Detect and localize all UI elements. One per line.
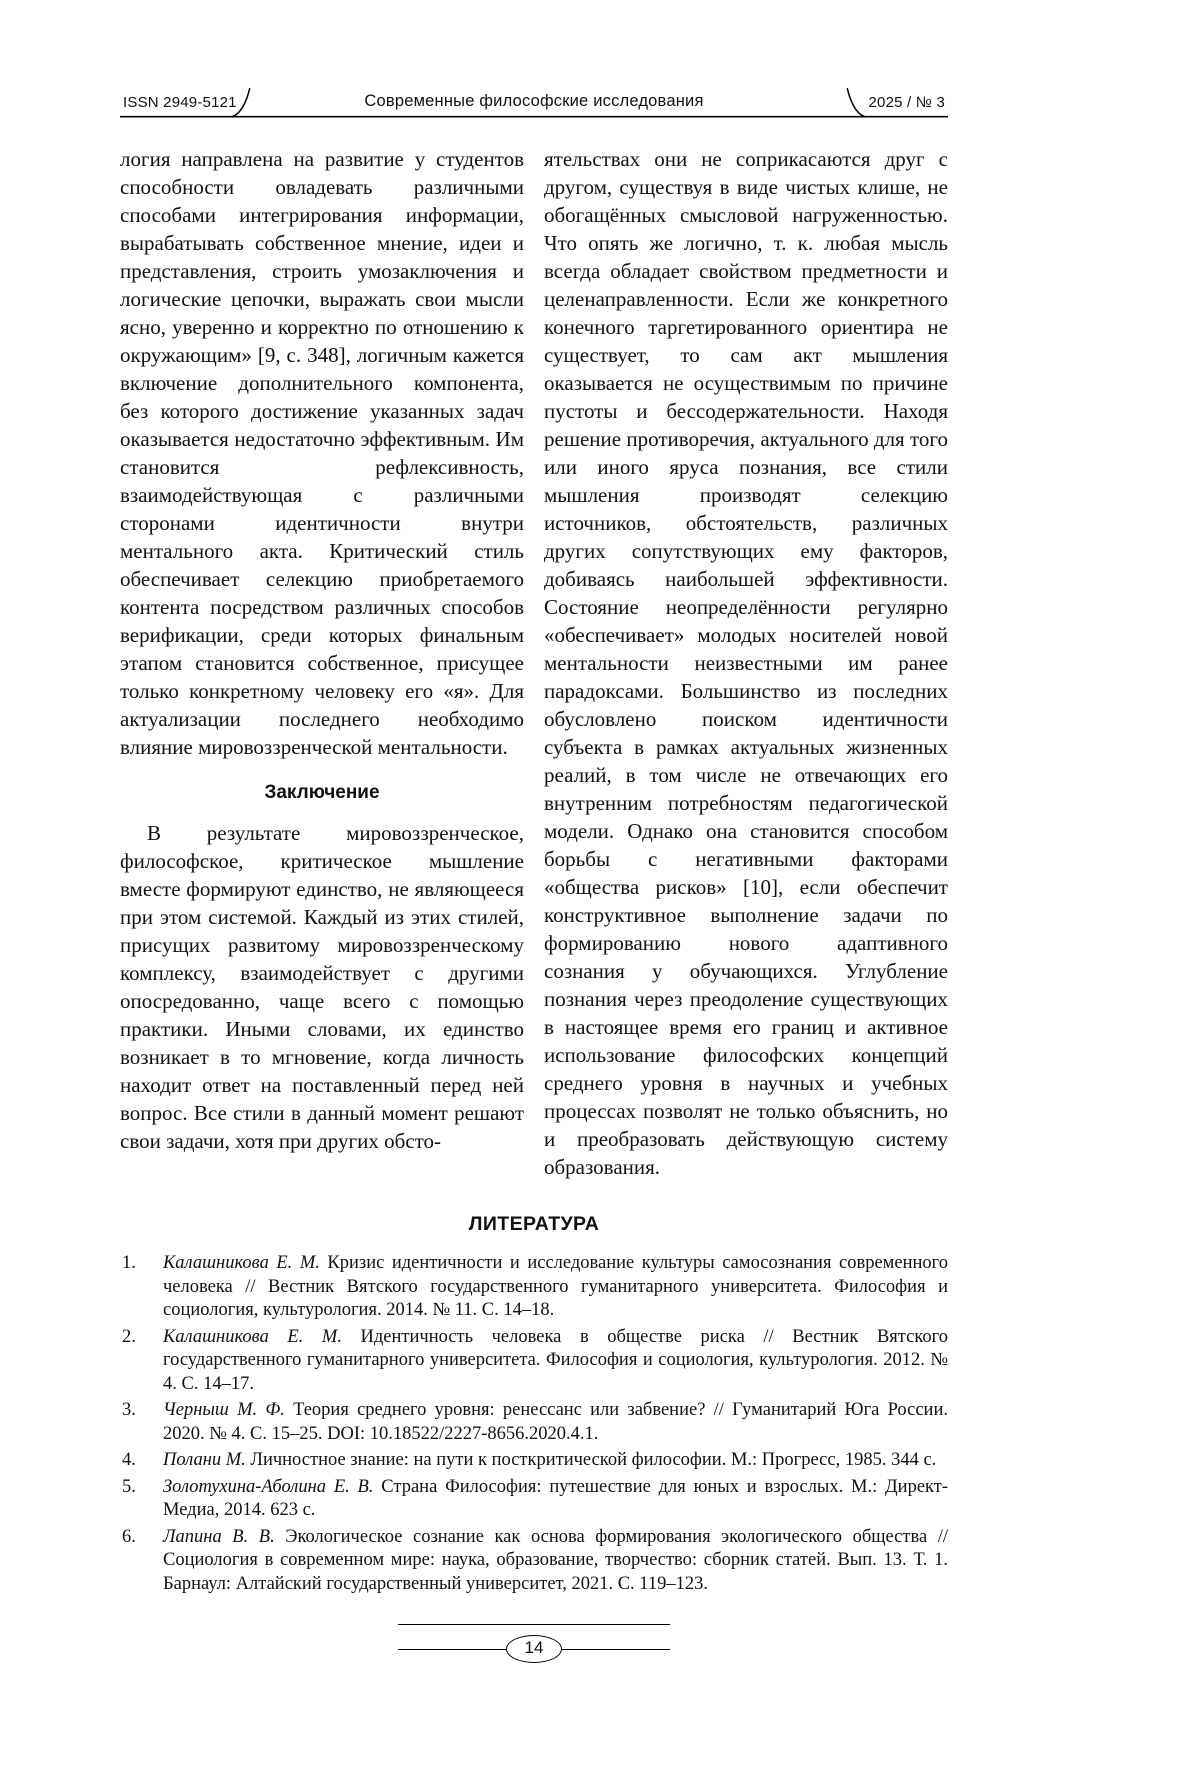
reference-text: Страна Философия: путешествие для юных и взрослых. М.: Директ-Медиа, 2014. 623 с. [163,1476,949,1520]
issue-label: 2025 / № 3 [868,94,945,111]
literature-item [120,1526,948,1597]
article-body [120,145,948,1181]
page-footer [120,1624,948,1663]
reference-author: Полани М. [163,1450,246,1470]
reference-number: 6. [122,1526,136,1547]
reference-author: Черныш М. Ф. [163,1400,285,1420]
reference-number: 3. [122,1400,136,1420]
article-paragraph-continued: логия направлена на развитие у студентов способности овладевать различными способами интегрирования информации, вырабатывать собственное мнение, идеи и представления, строить умозаключения и логические цепочки, выражать свои мысли ясно, уверенно и корректно по отношению к окружающим» [9, с. 348], логичным кажется включение дополнительного компонента, без которого достижение указанных задач оказывается недостаточно эффективным. Им становится рефлексивность, взаимодействующая с различными сторонами идентичности внутри ментального акта. Критический стиль обеспечивает селекцию приобретаемого контента посредством различных способов верификации, среди которых финальным этапом становится собственное, присущее только конкретному человеку его «я». Для актуализации последнего необходимо влияние мировоззренческой ментальности. [120,147,524,759]
reference-number: 4. [122,1450,136,1470]
reference-text: Экологическое сознание как основа формирования экологического общества // Социология в современном мире: наука, образование, творчество: сборник статей. Вып. 13. Т. 1. Барнаул: Алтайский государственный университет, 2021. С. 119–123. [163,1526,949,1594]
literature-item [120,1476,948,1523]
article-paragraph-continuation: ятельствах они не соприкасаются друг с другом, существуя в виде чистых клише, не обогащённых смысловой нагруженностью. Что опять же логично, т. к. любая мысль всегда обладает свойством предметности и целенаправленности. Если же конкретного конечного таргетированного ориентира не существует, то сам акт мышления оказывается не осуществимым по причине пустоты и бессодержательности. Находя решение противоречия, актуального для того или иного яруса познания, все стили мышления производят селекцию источников, обстоятельств, различных других сопутствующих ему факторов, добиваясь наибольшей эффективности. Состояние неопределённости регулярно «обеспечивает» молодых носителей новой ментальности неизвестными им ранее парадоксами. Большинство из последних обусловлено поиском идентичности субъекта в рамках актуальных жизненных реалий, в том числе не отвечающих его внутренним потребностям педагогической модели. Однако она становится способом борьбы с негативными факторами «общества рисков» [10], если обеспечит конструктивное выполнение задачи по формированию нового адаптивного сознания у обучающихся. Углубление познания через преодоление существующих в настоящее время его границ и активное использование философских концепций среднего уровня в научных и учебных процессах позволят не только объяснить, но и преобразовать действующую систему образования. [544,147,948,1179]
reference-author: Золотухина-Аболина Е. В. [163,1476,374,1497]
reference-text: Теория среднего уровня: ренессанс или забвение? // Гуманитарий Юга России. 2020. № 4. С. 15–25. DOI: 10.18522/2227-8656.2020.4.1. [163,1400,948,1444]
reference-number: 2. [122,1326,136,1347]
page-header [120,88,948,118]
literature-item [120,1399,948,1446]
reference-author: Калашникова Е. М. [163,1253,320,1273]
conclusion-paragraph: В результате мировоззренческое, философское, критическое мышление вместе формируют единство, не являющееся при этом системой. Каждый из этих стилей, присущих развитому мировоззренческому комплексу, взаимодействует с другими опосредованно, чаще всего с помощью практики. Иными словами, их единство возникает в то мгновение, когда личность находит ответ на поставленный перед ней вопрос. Все стили в данный момент решают свои задачи, хотя при других обсто- [120,821,524,1153]
left-column [120,145,524,1181]
footer-rule-left [398,1649,506,1650]
reference-number: 5. [122,1476,136,1497]
reference-text: Идентичность человека в обществе риска // Вестник Вятского государственного гуманитарного университета. Философия и социология, культурология. 2012. № 4. С. 14–17. [163,1326,948,1394]
literature-item [120,1252,948,1323]
page-number: 14 [506,1635,563,1663]
journal-title: Современные философские исследования [364,92,704,110]
footer-rule-right [562,1649,670,1650]
issn-label: ISSN 2949-5121 [123,94,237,111]
reference-text: Личностное знание: на пути к посткритической философии. М.: Прогресс, 1985. 344 с. [250,1450,937,1470]
right-column [544,145,948,1181]
literature-heading: ЛИТЕРАТУРА [468,1213,600,1235]
literature-item [120,1449,948,1473]
reference-number: 1. [122,1253,136,1273]
reference-author: Лапина В. В. [163,1526,275,1547]
literature-section [120,1213,948,1596]
page-number-container [398,1635,670,1663]
end-of-article-rule [398,1624,670,1625]
reference-author: Калашникова Е. М. [163,1326,342,1347]
conclusion-heading: Заключение [264,782,380,803]
literature-item [120,1326,948,1397]
reference-text: Кризис идентичности и исследование культуры самосознания современного человека // Вестник Вятского государственного гуманитарного университета. Философия и социология, культурология. 2014. № 11. С. 14–18. [163,1253,949,1320]
